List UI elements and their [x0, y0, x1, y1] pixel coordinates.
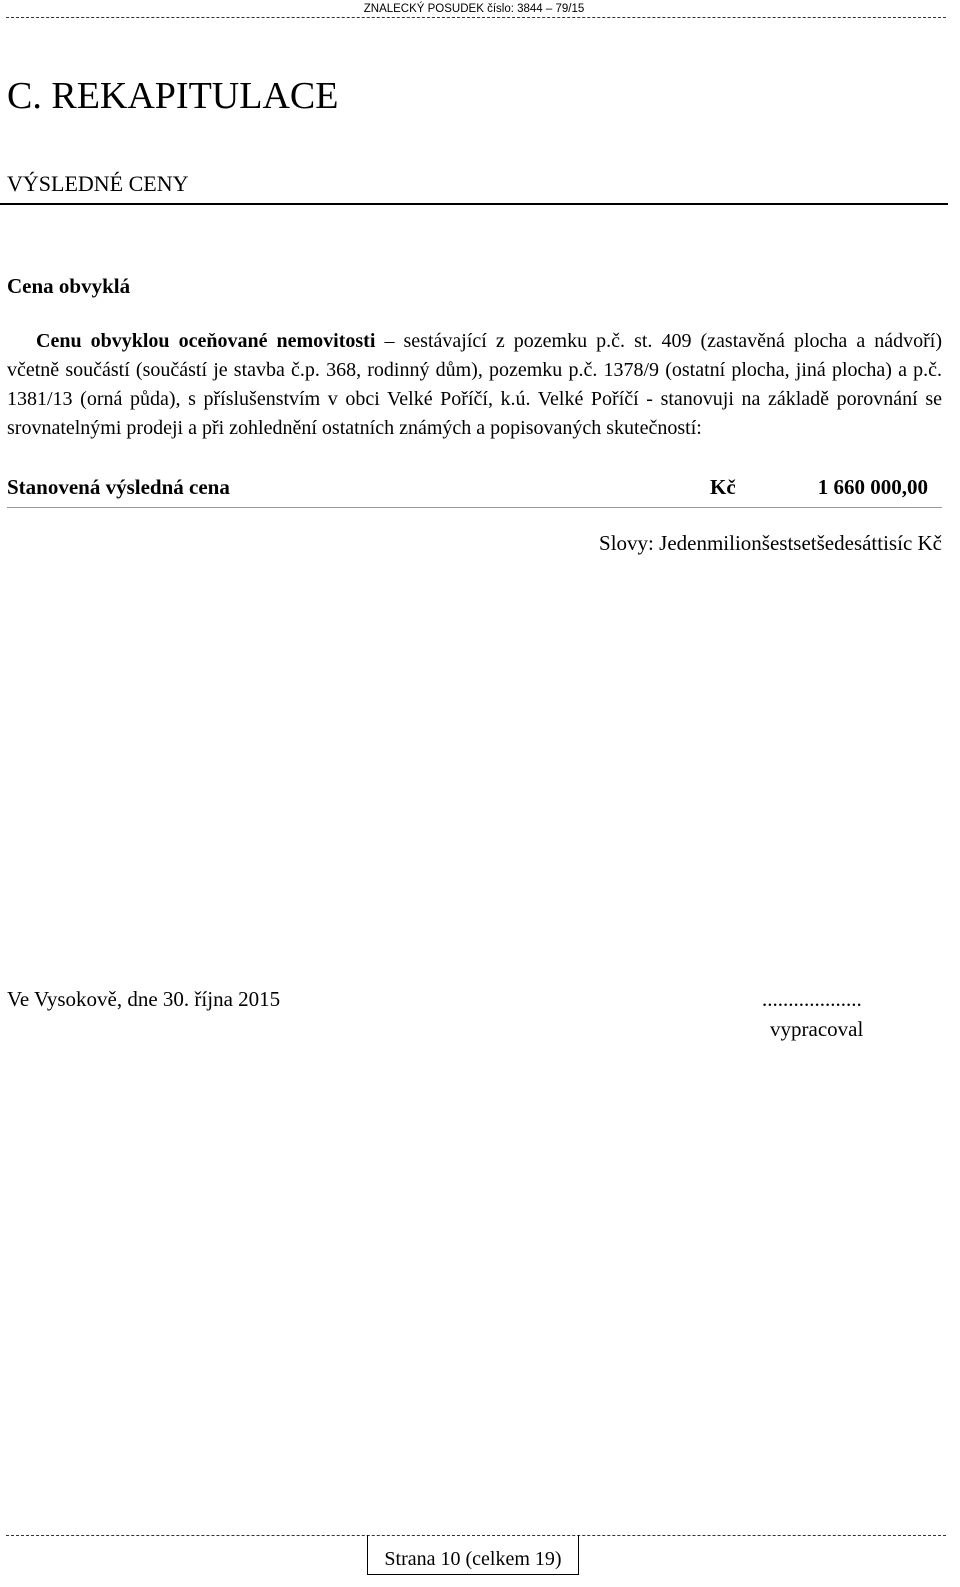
result-divider: [7, 507, 942, 508]
signature-line: ...................: [762, 987, 862, 1011]
page-number: Strana 10 (celkem 19): [367, 1535, 579, 1575]
place-and-date: Ve Vysokově, dne 30. října 2015: [7, 987, 281, 1011]
result-price-value: 1 660 000,00: [817, 475, 928, 499]
description-body: – sestávající z pozemku p.č. st. 409 (zastavěná plocha a nádvoří) včetně součástí (součástí je stavba č.p. 368, rodinný dům), pozemku p.č. 1378/9 (ostatní plocha, jiná plocha) a p.č. 1381/13 (orná půda), s příslušenstvím v obci Velké Poříčí, k.ú. Velké Poříčí - stanovuji na základě porovnání se srovnatelnými prodeji a při zohlednění ostatních známých a popisovaných skutečností:: [7, 330, 943, 439]
document-header: ZNALECKÝ POSUDEK číslo: 3844 – 79/15: [363, 3, 585, 15]
subsection-title: VÝSLEDNÉ CENY: [7, 171, 189, 196]
result-price-row: [7, 472, 942, 502]
header-divider: [6, 17, 946, 18]
valuation-description: [7, 327, 942, 443]
description-lead: Cenu obvyklou oceňované nemovitosti: [36, 330, 376, 352]
price-in-words: Slovy: Jedenmilionšestsetšedesáttisíc Kč: [599, 531, 942, 555]
result-price-label: Stanovená výsledná cena: [7, 475, 230, 499]
section-title: C. REKAPITULACE: [7, 75, 339, 117]
group-title: Cena obvyklá: [7, 274, 131, 298]
result-price-currency: Kč: [710, 475, 736, 499]
subsection-divider: [0, 203, 948, 205]
signature-role: vypracoval: [770, 1017, 864, 1041]
